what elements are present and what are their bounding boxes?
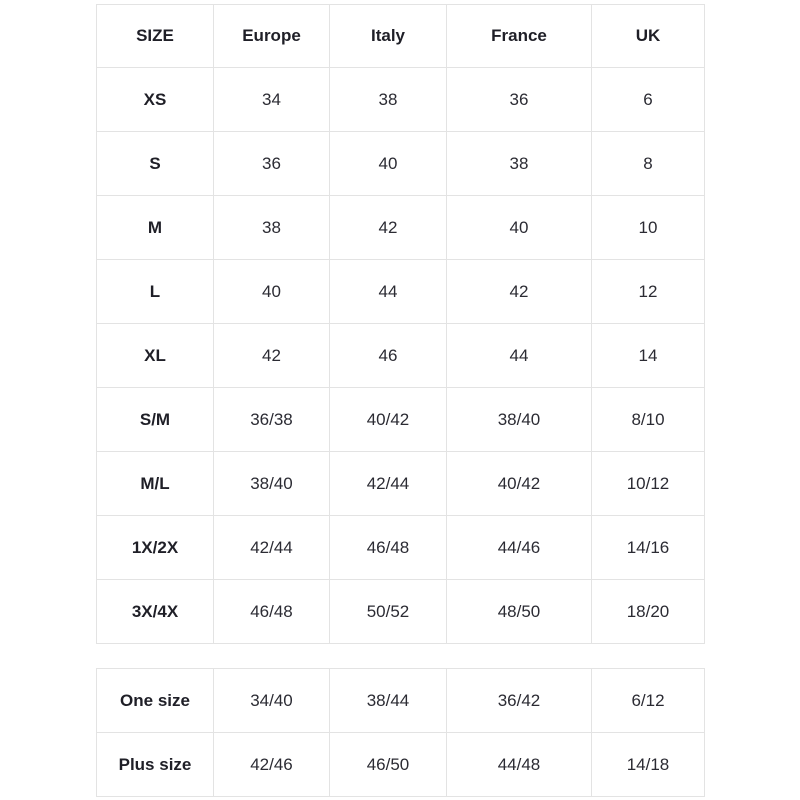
row-label: XS	[97, 68, 214, 132]
table-body	[97, 669, 705, 797]
cell-italy: 46/48	[330, 516, 447, 580]
cell-france: 40	[447, 196, 592, 260]
column-header-size: SIZE	[97, 5, 214, 68]
table-header	[97, 5, 705, 68]
cell-uk: 18/20	[592, 580, 705, 644]
table-row	[97, 452, 705, 516]
cell-france: 48/50	[447, 580, 592, 644]
cell-europe: 38	[214, 196, 330, 260]
cell-italy: 42	[330, 196, 447, 260]
cell-europe: 38/40	[214, 452, 330, 516]
column-header-italy: Italy	[330, 5, 447, 68]
cell-europe: 36/38	[214, 388, 330, 452]
one-size-plus-size-table	[96, 668, 705, 797]
cell-italy: 38/44	[330, 669, 447, 733]
cell-italy: 40	[330, 132, 447, 196]
row-label: Plus size	[97, 733, 214, 797]
cell-italy: 42/44	[330, 452, 447, 516]
table-body	[97, 68, 705, 644]
column-header-europe: Europe	[214, 5, 330, 68]
cell-uk: 12	[592, 260, 705, 324]
cell-france: 44	[447, 324, 592, 388]
row-label: XL	[97, 324, 214, 388]
main-size-table-container	[96, 4, 704, 644]
row-label: 1X/2X	[97, 516, 214, 580]
column-header-france: France	[447, 5, 592, 68]
cell-italy: 46	[330, 324, 447, 388]
cell-uk: 14/16	[592, 516, 705, 580]
cell-uk: 14	[592, 324, 705, 388]
cell-europe: 42	[214, 324, 330, 388]
cell-italy: 40/42	[330, 388, 447, 452]
row-label: M/L	[97, 452, 214, 516]
table-row	[97, 388, 705, 452]
row-label: 3X/4X	[97, 580, 214, 644]
table-row	[97, 68, 705, 132]
table-row	[97, 669, 705, 733]
cell-europe: 34	[214, 68, 330, 132]
cell-france: 40/42	[447, 452, 592, 516]
table-row	[97, 196, 705, 260]
cell-france: 38/40	[447, 388, 592, 452]
cell-france: 42	[447, 260, 592, 324]
table-row	[97, 733, 705, 797]
cell-france: 38	[447, 132, 592, 196]
cell-uk: 10	[592, 196, 705, 260]
cell-france: 44/46	[447, 516, 592, 580]
row-label: L	[97, 260, 214, 324]
cell-uk: 14/18	[592, 733, 705, 797]
table-row	[97, 324, 705, 388]
row-label: S/M	[97, 388, 214, 452]
table-header-row	[97, 5, 705, 68]
row-label: S	[97, 132, 214, 196]
table-row	[97, 260, 705, 324]
cell-europe: 40	[214, 260, 330, 324]
cell-uk: 8	[592, 132, 705, 196]
cell-europe: 36	[214, 132, 330, 196]
row-label: M	[97, 196, 214, 260]
cell-uk: 6	[592, 68, 705, 132]
cell-europe: 42/44	[214, 516, 330, 580]
cell-europe: 42/46	[214, 733, 330, 797]
cell-uk: 10/12	[592, 452, 705, 516]
cell-france: 36	[447, 68, 592, 132]
column-header-uk: UK	[592, 5, 705, 68]
cell-france: 44/48	[447, 733, 592, 797]
cell-italy: 50/52	[330, 580, 447, 644]
table-row	[97, 516, 705, 580]
cell-france: 36/42	[447, 669, 592, 733]
size-conversion-table	[96, 4, 705, 644]
cell-uk: 6/12	[592, 669, 705, 733]
cell-europe: 34/40	[214, 669, 330, 733]
table-row	[97, 580, 705, 644]
row-label: One size	[97, 669, 214, 733]
cell-uk: 8/10	[592, 388, 705, 452]
cell-europe: 46/48	[214, 580, 330, 644]
cell-italy: 44	[330, 260, 447, 324]
table-row	[97, 132, 705, 196]
cell-italy: 46/50	[330, 733, 447, 797]
cell-italy: 38	[330, 68, 447, 132]
secondary-size-table-container	[96, 668, 704, 797]
